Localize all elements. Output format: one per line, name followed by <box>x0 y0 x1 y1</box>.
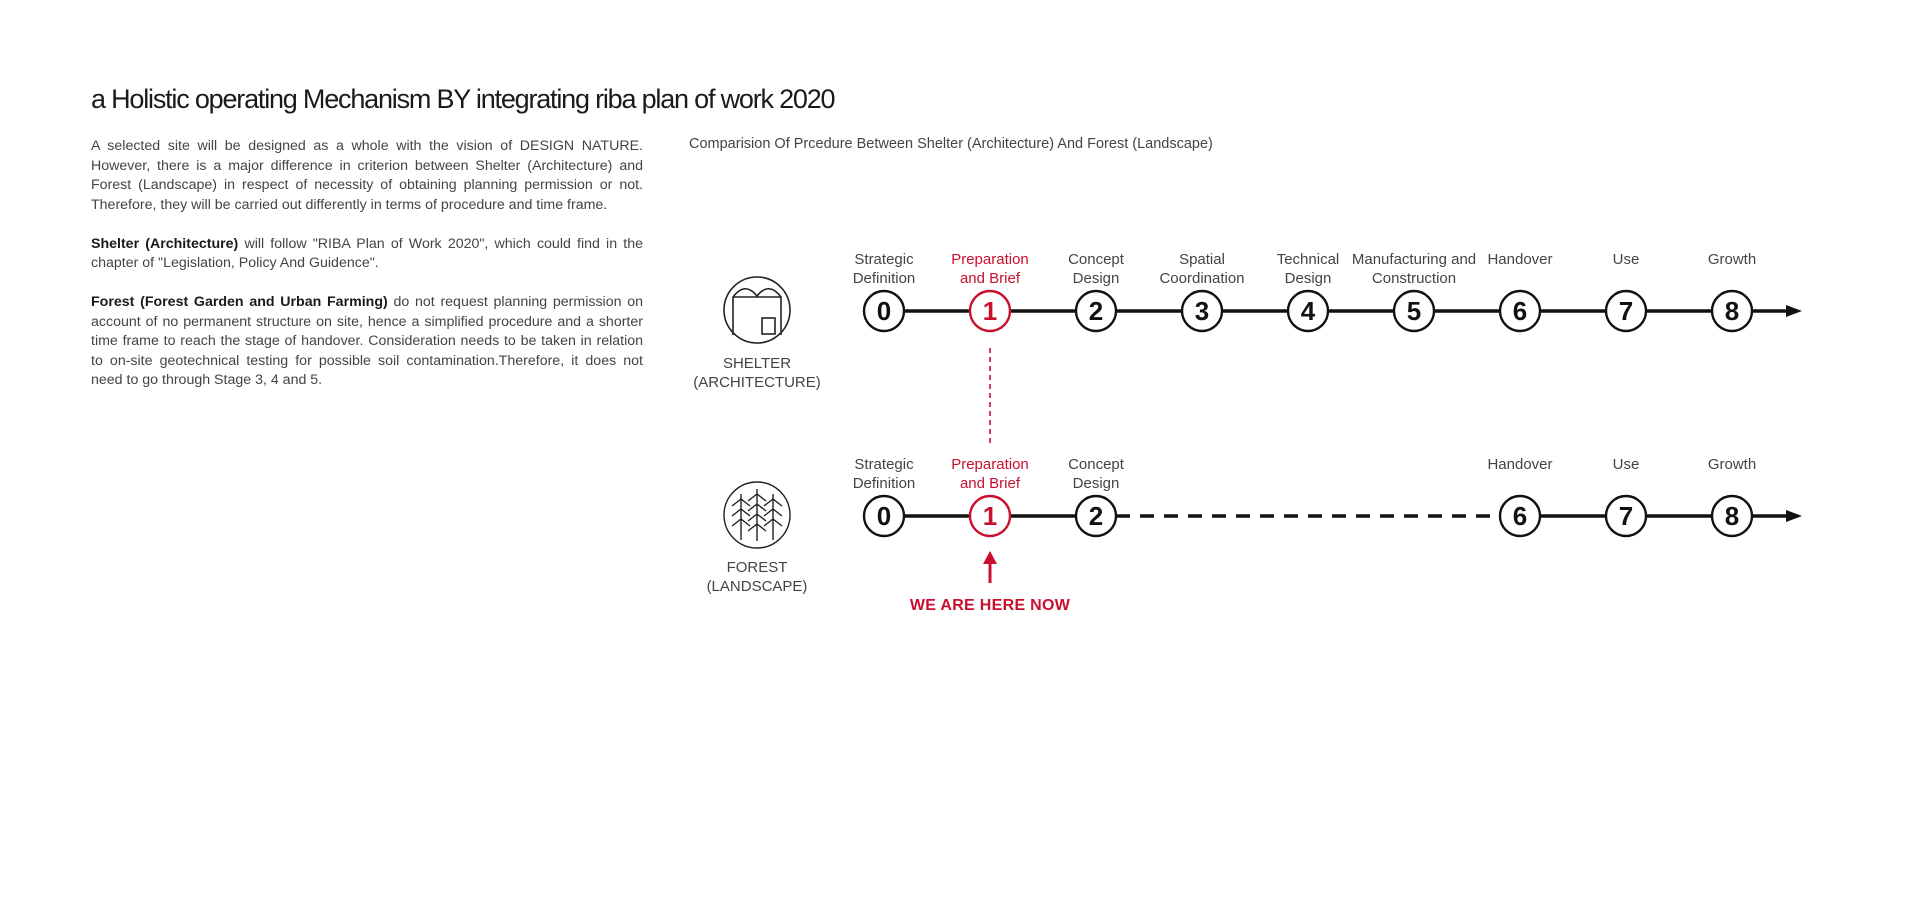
forest-label-line1: FOREST <box>726 559 788 576</box>
shelter-heading: Shelter (Architecture) <box>91 235 239 252</box>
stage-number: 4 <box>1300 296 1316 326</box>
stage-label: and Brief <box>959 475 1021 492</box>
stage-label: Design <box>1284 270 1332 287</box>
shelter-label-line2: (ARCHITECTURE) <box>693 374 821 391</box>
stage-label: and Brief <box>959 270 1021 287</box>
stage-label: Handover <box>1487 251 1553 268</box>
forest-heading: Forest (Forest Garden and Urban Farming) <box>91 294 388 310</box>
stage-number: 5 <box>1406 296 1422 326</box>
stage-label: Definition <box>852 270 916 287</box>
stage-label: Preparation <box>951 251 1029 268</box>
forest-timeline <box>853 456 1802 536</box>
stage-number: 2 <box>1088 501 1104 531</box>
stage-label: Use <box>1612 251 1640 268</box>
stage-label: Construction <box>1371 270 1457 287</box>
arrow-right-icon <box>1786 305 1802 317</box>
house-tent-icon <box>724 277 790 343</box>
shelter-label-line1: SHELTER <box>722 355 792 372</box>
stage-number: 0 <box>876 501 892 531</box>
stage-number: 1 <box>982 501 998 531</box>
stage-label: Growth <box>1707 456 1757 473</box>
stage-label: Concept <box>1068 251 1124 268</box>
here-marker: WE ARE HERE NOW <box>909 597 1071 614</box>
stage-number: 6 <box>1512 501 1528 531</box>
page-title: a Holistic operating Mechanism BY integrating riba plan of work 2020 <box>91 84 835 114</box>
stage-label: Manufacturing and <box>1351 251 1477 268</box>
stage-number: 3 <box>1194 296 1210 326</box>
stage-number: 7 <box>1618 296 1634 326</box>
stage-number: 7 <box>1618 501 1634 531</box>
stage-label: Handover <box>1487 456 1553 473</box>
forest-label-line2: (LANDSCAPE) <box>706 578 808 595</box>
shelter-timeline <box>853 251 1802 331</box>
description-paragraph-1: A selected site will be designed as a whole with the vision of DESIGN NATURE. However, there is a major difference in criterion between Shelter (Architecture) and Forest (Landscape) in respect of necessity of obtaining planning permission or not. Therefore, they will be carried out differently in terms of procedure and time frame. <box>91 138 643 213</box>
stage-label: Coordination <box>1159 270 1245 287</box>
stage-label: Preparation <box>951 456 1029 473</box>
stage-label: Definition <box>852 475 916 492</box>
stage-label: Strategic <box>854 251 914 268</box>
arrow-right-icon <box>1786 510 1802 522</box>
up-arrow-icon <box>983 551 997 583</box>
stage-label: Technical <box>1276 251 1340 268</box>
diagram-caption: Comparision Of Prcedure Between Shelter (Architecture) And Forest (Landscape) <box>689 136 1213 152</box>
stage-number: 0 <box>876 296 892 326</box>
stage-number: 1 <box>982 296 998 326</box>
stage-number: 6 <box>1512 296 1528 326</box>
forest-trees-icon <box>724 482 790 548</box>
stage-number: 8 <box>1724 296 1740 326</box>
shelter-text: will follow "RIBA Plan of Work 2020", which could find in the chapter of "Legislation, Policy And Guidence". <box>91 235 643 271</box>
stage-label: Design <box>1072 270 1120 287</box>
stage-label: Spatial <box>1179 251 1225 268</box>
stage-label: Concept <box>1068 456 1124 473</box>
stage-number: 2 <box>1088 296 1104 326</box>
stage-label: Growth <box>1707 251 1757 268</box>
stage-label: Use <box>1612 456 1640 473</box>
forest-text: do not request planning permission on account of no permanent structure on site, hence a simplified procedure and a shorter time frame to reach the stage of handover. Consideration needs to be taken in relation to on-site geotechnical testing for possible soil contamination.Therefore, it does not need to go through Stage 3, 4 and 5. <box>91 294 643 388</box>
stage-label: Design <box>1072 475 1120 492</box>
stage-number: 8 <box>1724 501 1740 531</box>
stage-label: Strategic <box>854 456 914 473</box>
